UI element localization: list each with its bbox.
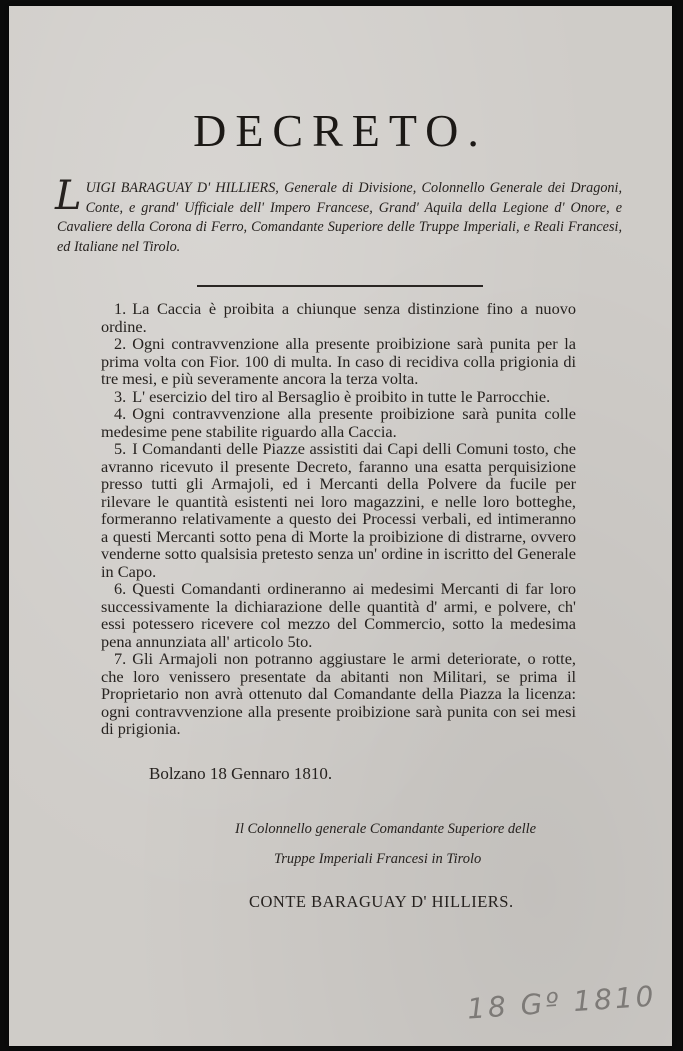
article-text: I Comandanti delle Piazze assistiti dai Capi delli Comuni tosto, che avranno ricevuto il presente Decreto, faranno una esatta perquisizione presso tutti gli Armajoli, ed i Mercanti della Polvere da fucile per rilevare le quantità esistenti nei loro magazzini, e nelle loro botteghe, formeranno relativamente a questo dei Processi verbali, ed intimeranno a questi Mercanti sotto pena di Morte la proibizione di distrarne, ovvero venderne sotto qualsisia pretesto senza un' ordine in iscritto del Generale in Capo. [101,439,576,581]
article [101,405,576,440]
preamble-text: UIGI BARAGUAY D' HILLIERS, Generale di Divisione, Colonnello Generale dei Dragoni, Conte, e grand' Ufficiale dell' Impero Francese, Grand' Aquila della Legione d' Onore, e Cavaliere della Corona di Ferro, Comandante Superiore delle Truppe Imperiali, e Reali Francesi, ed Italiane nel Tirolo. [57,180,622,255]
article-number: 1. [114,299,127,318]
signature-title-line1: Il Colonnello generale Comandante Superiore delle [235,821,537,837]
document-page [9,6,672,1046]
article-number: 6. [114,579,127,598]
article-text: Gli Armajoli non potranno aggiustare le armi deteriorate, o rotte, che loro venissero presentate da abitanti non Militari, se prima il Proprietario non avrà ottenuto dal Comandante della Piazza la licenza: ogni contravvenzione alla presente proibizione sarà punita con sei mesi di prigionia. [101,649,576,738]
signature-name: CONTE BARAGUAY D' HILLIERS. [249,892,514,911]
handwritten-archive-note: 18 Gº 1810 [466,979,658,1026]
article [101,580,576,650]
articles-list [101,300,576,738]
article [101,440,576,580]
article [101,335,576,388]
signature-title-line2: Truppe Imperiali Francesi in Tirolo [274,851,482,867]
article [101,300,576,335]
preamble-dropcap: L [55,173,82,219]
article-text: La Caccia è proibita a chiunque senza distinzione fino a nuovo ordine. [101,299,576,336]
document-title: DECRETO. [193,105,488,156]
section-divider [197,285,483,287]
article-text: Ogni contravvenzione alla presente proibizione sarà punita colle medesime pene stabilite riguardo alla Caccia. [101,404,576,441]
article [101,388,576,406]
article [101,650,576,738]
preamble-paragraph [55,173,622,257]
article-number: 4. [114,404,127,423]
article-text: L' esercizio del tiro al Bersaglio è proibito in tutte le Parrocchie. [132,386,551,406]
article-text: Questi Comandanti ordineranno ai medesimi Mercanti di far loro successivamente la dichiarazione delle quantità d' armi, e polvere, ch' essi potessero ricevere col mezzo del Commercio, sotto la medesima pena annunziata all' articolo 5to. [101,579,576,651]
article-number: 2. [114,334,127,353]
article-text: Ogni contravvenzione alla presente proibizione sarà punita per la prima volta con Fior. 100 di multa. In caso di recidiva colla prigionia di tre mesi, e più severamente ancora la terza volta. [101,334,576,388]
article-number: 7. [114,649,127,668]
article-number: 3. [114,386,127,406]
date-line: Bolzano 18 Gennaro 1810. [149,764,333,783]
article-number: 5. [114,439,127,458]
